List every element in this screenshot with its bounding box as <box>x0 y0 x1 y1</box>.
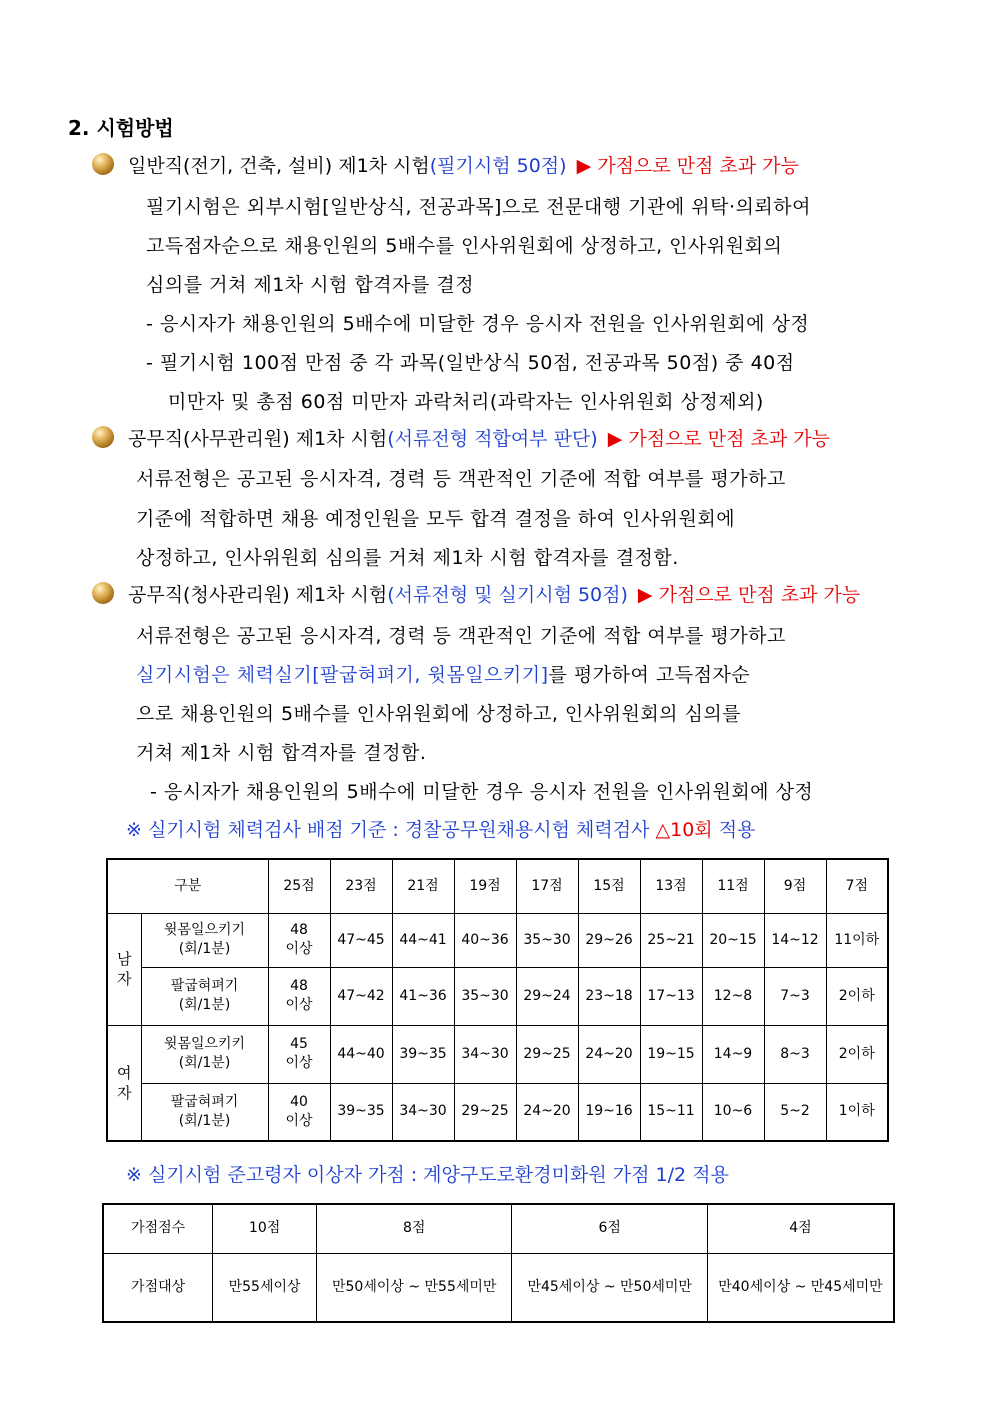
score-cell: 23~18 <box>578 967 640 1025</box>
score-cell: 17~13 <box>640 967 702 1025</box>
score-cell: 24~20 <box>516 1083 578 1141</box>
event-cell: 팔굽혀펴기 (회/1분) <box>141 967 268 1025</box>
table-cell: 가점대상 <box>103 1253 213 1322</box>
item3-bonus: ▶ 가점으로 만점 초과 가능 <box>637 583 861 606</box>
item1-heading <box>92 149 799 179</box>
score-cell: 29~25 <box>516 1025 578 1083</box>
item1-highlight: (필기시험 50점) <box>429 154 567 177</box>
score-cell: 44~40 <box>330 1025 392 1083</box>
score-cell: 48 이상 <box>268 913 330 967</box>
fitness-table-body <box>107 913 888 1141</box>
score-cell: 2이하 <box>826 1025 888 1083</box>
fitness-note-tail: 적용 <box>718 819 756 841</box>
fitness-note-text: ※ 실기시험 체력검사 배점 기준 : 경찰공무원채용시험 체력검사 <box>126 819 650 841</box>
score-cell: 15~11 <box>640 1083 702 1141</box>
score-cell: 14~12 <box>764 913 826 967</box>
item2-heading <box>92 422 830 452</box>
table-cell: 8점 <box>316 1204 511 1253</box>
table-cell: 가점점수 <box>103 1204 213 1253</box>
score-cell: 45 이상 <box>268 1025 330 1083</box>
table-cell: 만45세이상 ~ 만50세미만 <box>512 1253 707 1322</box>
table-row <box>103 1204 894 1253</box>
event-cell: 윗몸일으키기 (회/1분) <box>141 913 268 967</box>
section-title: 2. 시험방법 <box>68 116 174 140</box>
item3-line: 거쳐 제1차 시험 합격자를 결정함. <box>136 742 427 764</box>
header-cell: 13점 <box>640 859 702 913</box>
bonus-note: ※ 실기시험 준고령자 이상자 가점 : 계양구도로환경미화원 가점 1/2 적용 <box>126 1164 729 1186</box>
score-cell: 7~3 <box>764 967 826 1025</box>
score-cell: 29~24 <box>516 967 578 1025</box>
item3-line <box>136 660 750 687</box>
gender-group-cell: 여 자 <box>107 1025 141 1141</box>
item3-practical-rest: 를 평가하여 고득점자순 <box>548 664 751 686</box>
item1-bonus: ▶ 가점으로 만점 초과 가능 <box>576 154 799 177</box>
fitness-score-table <box>106 858 889 1142</box>
score-cell: 5~2 <box>764 1083 826 1141</box>
bonus-points-table <box>102 1203 895 1323</box>
item1-prefix: 일반직(전기, 건축, 설비) 제1차 시험 <box>128 154 430 177</box>
item3-line: 으로 채용인원의 5배수를 인사위원회에 상정하고, 인사위원회의 심의를 <box>136 703 742 725</box>
score-cell: 19~15 <box>640 1025 702 1083</box>
score-cell: 35~30 <box>454 967 516 1025</box>
item1-line: 필기시험은 외부시험[일반상식, 전공과목]으로 전문대행 기관에 위탁·의뢰하여 <box>146 196 811 218</box>
header-cell: 17점 <box>516 859 578 913</box>
score-cell: 39~35 <box>392 1025 454 1083</box>
table-row <box>107 1083 888 1141</box>
score-cell: 19~16 <box>578 1083 640 1141</box>
score-cell: 35~30 <box>516 913 578 967</box>
item3-line: - 응시자가 채용인원의 5배수에 미달한 경우 응시자 전원을 인사위원회에 상정 <box>150 781 814 803</box>
gold-bullet-icon <box>92 153 114 175</box>
score-cell: 24~20 <box>578 1025 640 1083</box>
score-cell: 47~42 <box>330 967 392 1025</box>
table-cell: 4점 <box>707 1204 894 1253</box>
table-row <box>103 1253 894 1322</box>
score-cell: 1이하 <box>826 1083 888 1141</box>
item3-heading <box>92 578 860 608</box>
score-cell: 40 이상 <box>268 1083 330 1141</box>
table-header-row <box>107 859 888 913</box>
table-row <box>107 967 888 1025</box>
item1-line: 심의를 거쳐 제1차 시험 합격자를 결정 <box>146 274 475 296</box>
header-cell: 15점 <box>578 859 640 913</box>
score-cell: 34~30 <box>454 1025 516 1083</box>
item3-practical-highlight: 실기시험은 체력실기[팔굽혀펴기, 윗몸일으키기] <box>136 664 549 686</box>
header-cell: 25점 <box>268 859 330 913</box>
score-cell: 29~25 <box>454 1083 516 1141</box>
table-row <box>107 1025 888 1083</box>
header-cell: 7점 <box>826 859 888 913</box>
fitness-note-red: △10회 <box>655 819 713 841</box>
gender-group-cell: 남 자 <box>107 913 141 1025</box>
score-cell: 8~3 <box>764 1025 826 1083</box>
item2-bonus: ▶ 가점으로 만점 초과 가능 <box>607 427 831 450</box>
header-cell: 구분 <box>107 859 268 913</box>
fitness-note <box>126 815 755 842</box>
table-cell: 10점 <box>213 1204 317 1253</box>
header-cell: 9점 <box>764 859 826 913</box>
score-cell: 14~9 <box>702 1025 764 1083</box>
item1-line: - 응시자가 채용인원의 5배수에 미달한 경우 응시자 전원을 인사위원회에 상정 <box>146 313 810 335</box>
item1-line: 미만자 및 총점 60점 미만자 과락처리(과락자는 인사위원회 상정제외) <box>168 391 764 413</box>
item2-highlight: (서류전형 적합여부 판단) <box>387 427 598 450</box>
score-cell: 25~21 <box>640 913 702 967</box>
score-cell: 2이하 <box>826 967 888 1025</box>
score-cell: 11이하 <box>826 913 888 967</box>
event-cell: 팔굽혀펴기 (회/1분) <box>141 1083 268 1141</box>
score-cell: 44~41 <box>392 913 454 967</box>
header-cell: 23점 <box>330 859 392 913</box>
score-cell: 34~30 <box>392 1083 454 1141</box>
item2-line: 상정하고, 인사위원회 심의를 거쳐 제1차 시험 합격자를 결정함. <box>136 547 679 569</box>
item2-line: 기준에 적합하면 채용 예정인원을 모두 합격 결정을 하여 인사위원회에 <box>136 508 736 530</box>
gold-bullet-icon <box>92 426 114 448</box>
table-cell: 만55세이상 <box>213 1253 317 1322</box>
score-cell: 39~35 <box>330 1083 392 1141</box>
item3-prefix: 공무직(청사관리원) 제1차 시험 <box>128 583 388 606</box>
item3-line: 서류전형은 공고된 응시자격, 경력 등 객관적인 기준에 적합 여부를 평가하고 <box>136 625 786 647</box>
score-cell: 41~36 <box>392 967 454 1025</box>
score-cell: 12~8 <box>702 967 764 1025</box>
score-cell: 47~45 <box>330 913 392 967</box>
score-cell: 40~36 <box>454 913 516 967</box>
score-cell: 29~26 <box>578 913 640 967</box>
item3-highlight: (서류전형 및 실기시험 50점) <box>387 583 628 606</box>
header-cell: 11점 <box>702 859 764 913</box>
item1-line: - 필기시험 100점 만점 중 각 과목(일반상식 50점, 전공과목 50점) 중 40점 <box>146 352 795 374</box>
table-cell: 6점 <box>512 1204 707 1253</box>
item2-prefix: 공무직(사무관리원) 제1차 시험 <box>128 427 388 450</box>
header-cell: 21점 <box>392 859 454 913</box>
score-cell: 20~15 <box>702 913 764 967</box>
score-cell: 48 이상 <box>268 967 330 1025</box>
event-cell: 윗몸일으키키 (회/1분) <box>141 1025 268 1083</box>
item1-line: 고득점자순으로 채용인원의 5배수를 인사위원회에 상정하고, 인사위원회의 <box>146 235 783 257</box>
table-cell: 만50세이상 ~ 만55세미만 <box>316 1253 511 1322</box>
header-cell: 19점 <box>454 859 516 913</box>
table-row <box>107 913 888 967</box>
item2-line: 서류전형은 공고된 응시자격, 경력 등 객관적인 기준에 적합 여부를 평가하고 <box>136 468 786 490</box>
gold-bullet-icon <box>92 582 114 604</box>
table-cell: 만40세이상 ~ 만45세미만 <box>707 1253 894 1322</box>
score-cell: 10~6 <box>702 1083 764 1141</box>
